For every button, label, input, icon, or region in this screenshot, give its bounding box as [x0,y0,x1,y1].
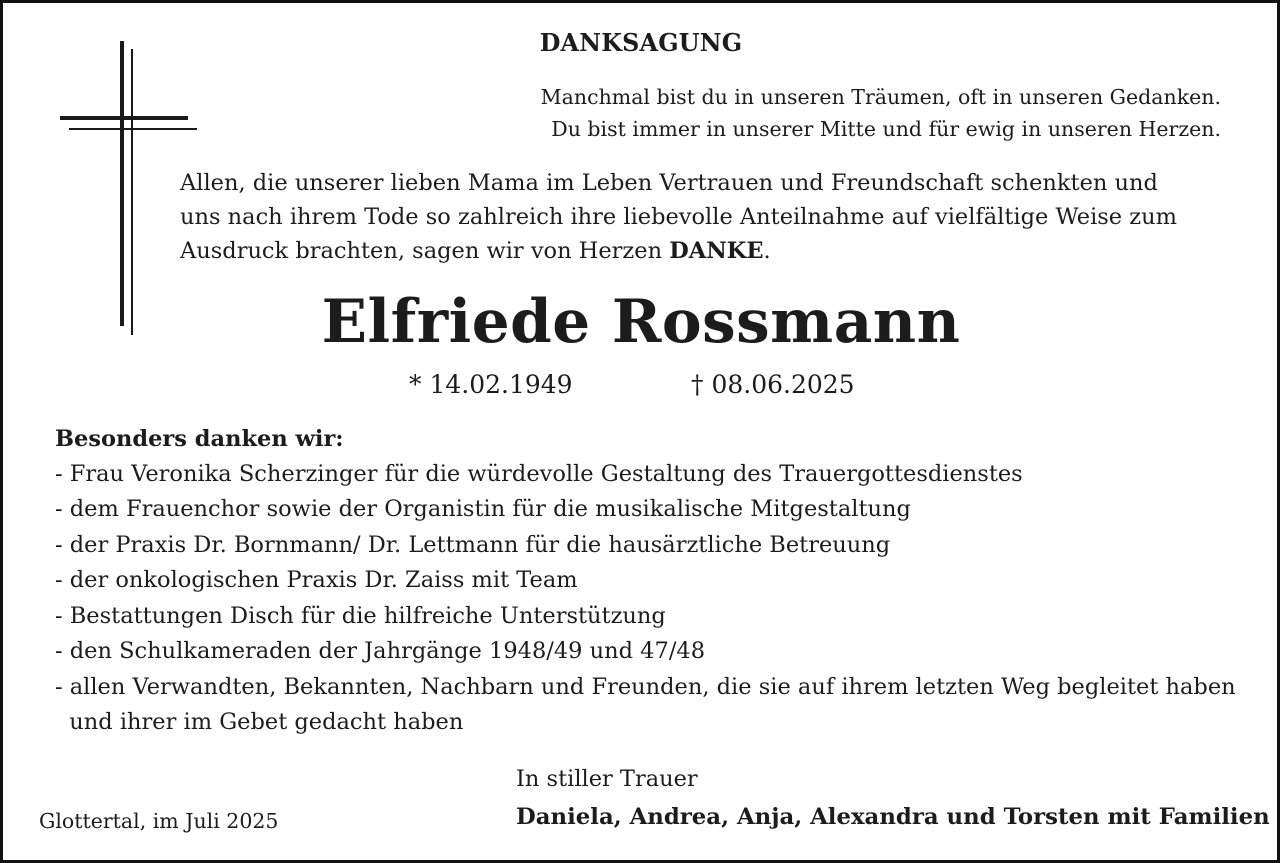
death-date: † 08.06.2025 [691,370,855,399]
thanks-item: - allen Verwandten, Bekannten, Nachbarn und Freunden, die sie auf ihrem letzten Weg begleitet haben [55,674,1236,700]
notice-title: DANKSAGUNG [539,29,743,57]
thanks-item: - der Praxis Dr. Bornmann/ Dr. Lettmann für die hausärztliche Betreuung [55,532,891,558]
deceased-name: Elfriede Rossmann [321,287,961,357]
quote-line-2: Du bist immer in unserer Mitte und für ewig in unseren Herzen. [551,117,1221,141]
intro-line-3-text: Ausdruck brachten, sagen wir von Herzen [180,238,670,264]
thanks-item: - Bestattungen Disch für die hilfreiche Unterstützung [55,603,666,629]
intro-line-3-end: . [763,238,771,264]
thanks-heading: Besonders danken wir: [55,426,344,452]
place-date: Glottertal, im Juli 2025 [39,809,279,833]
thanks-item: - den Schulkameraden der Jahrgänge 1948/49 und 47/48 [55,638,706,664]
thanks-item: und ihrer im Gebet gedacht haben [55,709,464,735]
closing-phrase: In stiller Trauer [516,766,698,792]
signers: Daniela, Andrea, Anja, Alexandra und Torsten mit Familien [516,804,1270,830]
thanks-item: - dem Frauenchor sowie der Organistin für die musikalische Mitgestaltung [55,496,911,522]
quote-line-1: Manchmal bist du in unseren Träumen, oft in unseren Gedanken. [540,85,1221,109]
birth-date: * 14.02.1949 [409,370,573,399]
intro-line-1: Allen, die unserer lieben Mama im Leben Vertrauen und Freundschaft schenkten und [180,170,1158,196]
danke-emphasis: DANKE [669,238,764,264]
thanks-item: - der onkologischen Praxis Dr. Zaiss mit Team [55,567,578,593]
thanks-item: - Frau Veronika Scherzinger für die würdevolle Gestaltung des Trauergottesdienstes [55,461,1023,487]
intro-line-3 [180,238,771,264]
intro-line-2: uns nach ihrem Tode so zahlreich ihre liebevolle Anteilnahme auf vielfältige Weise zum [180,204,1177,230]
